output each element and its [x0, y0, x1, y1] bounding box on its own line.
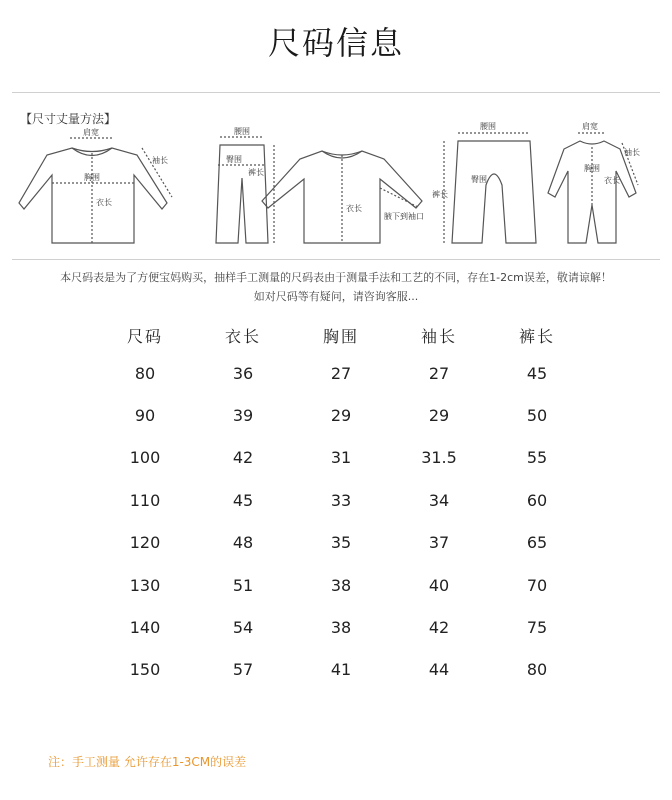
- table-row: [96, 606, 586, 648]
- cell-pants-length: 80: [526, 660, 548, 680]
- cell-sleeve-length: 44: [428, 660, 450, 680]
- header-size: 尺码: [126, 326, 163, 346]
- label-hem-to-cuff: 腋下到袖口: [384, 212, 424, 221]
- label-romper-shoulder: 肩宽: [582, 122, 598, 131]
- cell-size: 150: [129, 660, 161, 680]
- cell-pants-length: 55: [526, 448, 548, 468]
- header-body-length: 衣长: [224, 326, 261, 346]
- pants-illustration: [216, 137, 274, 243]
- label-body-length: 衣长: [96, 198, 112, 207]
- cell-body-length: 57: [232, 660, 254, 680]
- cell-body-length: 51: [232, 575, 254, 595]
- label-hip-2: 臀围: [471, 175, 487, 184]
- table-row: [96, 479, 586, 521]
- cell-chest: 38: [330, 575, 352, 595]
- cell-sleeve-length: 42: [428, 618, 450, 638]
- footnote: 注：手工测量 允许存在1-3CM的误差: [48, 755, 247, 769]
- table-header-row: [96, 318, 586, 352]
- cell-body-length: 48: [232, 533, 254, 553]
- cell-chest: 27: [330, 363, 352, 383]
- cell-size: 110: [129, 490, 161, 510]
- cell-sleeve-length: 37: [428, 533, 450, 553]
- table-row: [96, 564, 586, 606]
- cell-sleeve-length: 40: [428, 575, 450, 595]
- label-chest: 胸围: [84, 173, 100, 182]
- label-sleeve-length: 袖长: [152, 156, 168, 165]
- cell-body-length: 36: [232, 363, 254, 383]
- note-line-2: 如对尺码等有疑问，请咨询客服...: [253, 290, 419, 303]
- cell-size: 80: [134, 363, 156, 383]
- label-total-length: 衣长: [346, 204, 362, 213]
- cell-body-length: 54: [232, 618, 254, 638]
- cell-sleeve-length: 31.5: [421, 448, 457, 468]
- measurement-guide: [12, 92, 660, 260]
- table-row: [96, 352, 586, 394]
- cell-pants-length: 60: [526, 490, 548, 510]
- table-row: [96, 522, 586, 564]
- cell-pants-length: 65: [526, 533, 548, 553]
- raglan-top-illustration: [262, 151, 422, 243]
- label-waist-2: 腰围: [480, 122, 496, 131]
- measurement-illustrations: [12, 93, 660, 261]
- guide-heading: 【尺寸丈量方法】: [20, 112, 117, 126]
- cell-size: 130: [129, 575, 161, 595]
- cell-pants-length: 45: [526, 363, 548, 383]
- cell-sleeve-length: 34: [428, 490, 450, 510]
- note-line-1: 本尺码表是为了方便宝妈购买，抽样手工测量的尺码表由于测量手法和工艺的不同，存在1-2cm误差，敬请谅解！: [60, 271, 612, 284]
- cell-chest: 29: [330, 406, 352, 426]
- label-romper-sleeve: 袖长: [624, 148, 640, 157]
- harem-pants-illustration: [444, 133, 536, 243]
- cell-sleeve-length: 27: [428, 363, 450, 383]
- label-pants-length-side: 裤长: [248, 168, 264, 177]
- cell-chest: 31: [330, 448, 352, 468]
- cell-pants-length: 75: [526, 618, 548, 638]
- label-romper-chest: 胸围: [584, 164, 600, 173]
- cell-size: 120: [129, 533, 161, 553]
- cell-chest: 33: [330, 490, 352, 510]
- cell-size: 100: [129, 448, 161, 468]
- cell-size: 140: [129, 618, 161, 638]
- cell-size: 90: [134, 406, 156, 426]
- table-row: [96, 437, 586, 479]
- cell-body-length: 39: [232, 406, 254, 426]
- header-chest: 胸围: [322, 326, 359, 346]
- top-illustration: [19, 138, 172, 243]
- cell-chest: 41: [330, 660, 352, 680]
- header-sleeve-length: 袖长: [420, 326, 457, 346]
- cell-body-length: 42: [232, 448, 254, 468]
- cell-chest: 38: [330, 618, 352, 638]
- cell-pants-length: 50: [526, 406, 548, 426]
- size-table: [96, 318, 586, 691]
- header-pants-length: 裤长: [518, 326, 555, 346]
- label-shoulder-width: 肩宽: [83, 128, 99, 137]
- cell-body-length: 45: [232, 490, 254, 510]
- table-row: [96, 394, 586, 436]
- cell-pants-length: 70: [526, 575, 548, 595]
- label-hip: 臀围: [226, 155, 242, 164]
- cell-chest: 35: [330, 533, 352, 553]
- label-romper-length: 衣长: [604, 176, 620, 185]
- cell-sleeve-length: 29: [428, 406, 450, 426]
- page-title: 尺码信息: [267, 24, 404, 62]
- table-row: [96, 649, 586, 691]
- label-pants-length: 裤长: [432, 190, 448, 199]
- label-waist: 腰围: [234, 127, 250, 136]
